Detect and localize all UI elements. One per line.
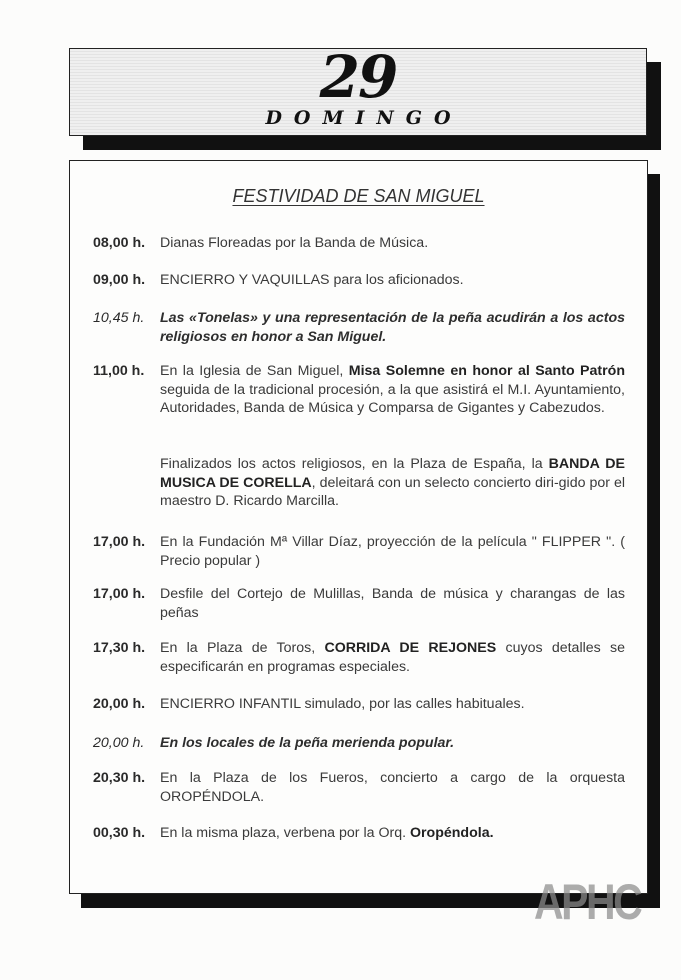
- entry-text: , deleitará con un selecto concierto diri-gido por el maestro D. Ricardo Marcilla.: [160, 474, 625, 510]
- schedule-entry: [93, 695, 625, 714]
- schedule-entry: [93, 362, 625, 418]
- entry-text: ENCIERRO INFANTIL simulado, por las calles habituales.: [160, 696, 525, 712]
- entry-time: 08,00 h.: [93, 235, 146, 251]
- entry-description: [160, 362, 625, 418]
- entry-time: 09,00 h.: [93, 272, 146, 288]
- schedule-entry: [93, 585, 625, 622]
- entry-description: [160, 695, 625, 714]
- day-header: [69, 43, 647, 136]
- entry-time: 20,30 h.: [93, 770, 146, 786]
- entry-text: cuyos detalles se especificarán en programas especiales.: [160, 640, 626, 675]
- watermark-logo: APHC: [534, 874, 641, 930]
- entry-text: Desfile del Cortejo de Mulillas, Banda de música y charangas de las peñas: [160, 586, 625, 621]
- entry-text: Finalizados los actos religiosos, en la Plaza de España, la: [160, 456, 549, 472]
- entry-text: En la misma plaza, verbena por la Orq.: [160, 825, 410, 841]
- entry-highlight: BANDA DE MUSICA DE CORELLA: [160, 456, 625, 491]
- entry-description: [160, 234, 625, 253]
- entry-description: [160, 734, 625, 753]
- schedule-entry: [93, 639, 625, 676]
- entry-description: [160, 271, 625, 290]
- program-box: [69, 160, 648, 894]
- entry-highlight: Oropéndola.: [409, 825, 494, 841]
- day-number: 29: [319, 43, 397, 111]
- entry-description: [160, 309, 625, 346]
- schedule-entry: [93, 234, 625, 253]
- entry-time: 17,00 h.: [93, 586, 146, 602]
- entry-description: [160, 585, 625, 622]
- entry-description: [160, 769, 625, 806]
- entry-time: 00,30 h.: [93, 825, 146, 841]
- entry-description: [160, 533, 625, 570]
- schedule-entry: [93, 533, 625, 570]
- entry-time: 10,45 h.: [93, 310, 145, 326]
- entry-time: 11,00 h.: [93, 363, 145, 379]
- entry-text: En la Iglesia de San Miguel,: [160, 363, 349, 379]
- entry-highlight: CORRIDA DE REJONES: [324, 640, 497, 656]
- entry-text: En la Fundación Mª Villar Díaz, proyección de la película " FLIPPER ". ( Precio popular ): [160, 534, 625, 569]
- schedule-entry: [93, 309, 625, 346]
- schedule-entry: [93, 734, 625, 753]
- schedule-entry: [93, 824, 625, 843]
- schedule-entry: [93, 271, 625, 290]
- schedule-entry: [93, 769, 625, 806]
- day-name: DOMINGO: [265, 107, 463, 129]
- schedule-entry: [93, 455, 625, 511]
- entry-time: 20,00 h.: [93, 696, 146, 712]
- entry-time: 17,30 h.: [93, 640, 146, 656]
- entry-time: 17,00 h.: [93, 534, 146, 550]
- entry-text: En los locales de la peña merienda popular.: [160, 735, 455, 751]
- entry-text: seguida de la tradicional procesión, a la que asistirá el M.I. Ayuntamiento, Autoridades, Banda de Música y Comparsa de Gigantes y Cabezudos.: [160, 381, 625, 417]
- entry-text: Dianas Floreadas por la Banda de Música.: [160, 235, 429, 251]
- entry-text: Las «Tonelas» y una representación de la peña acudirán a los actos religiosos en honor a San Miguel.: [160, 310, 625, 345]
- entry-description: [160, 455, 625, 511]
- entry-text: En la Plaza de los Fueros, concierto a cargo de la orquesta OROPÉNDOLA.: [160, 770, 625, 805]
- entry-time: 20,00 h.: [93, 735, 145, 751]
- entry-highlight: Misa Solemne en honor al Santo Patrón: [348, 363, 625, 379]
- entry-text: En la Plaza de Toros,: [160, 640, 325, 656]
- entry-description: [160, 824, 625, 843]
- entry-description: [160, 639, 625, 676]
- section-title: FESTIVIDAD DE SAN MIGUEL: [232, 186, 485, 206]
- entry-text: ENCIERRO Y VAQUILLAS para los aficionados.: [160, 272, 464, 288]
